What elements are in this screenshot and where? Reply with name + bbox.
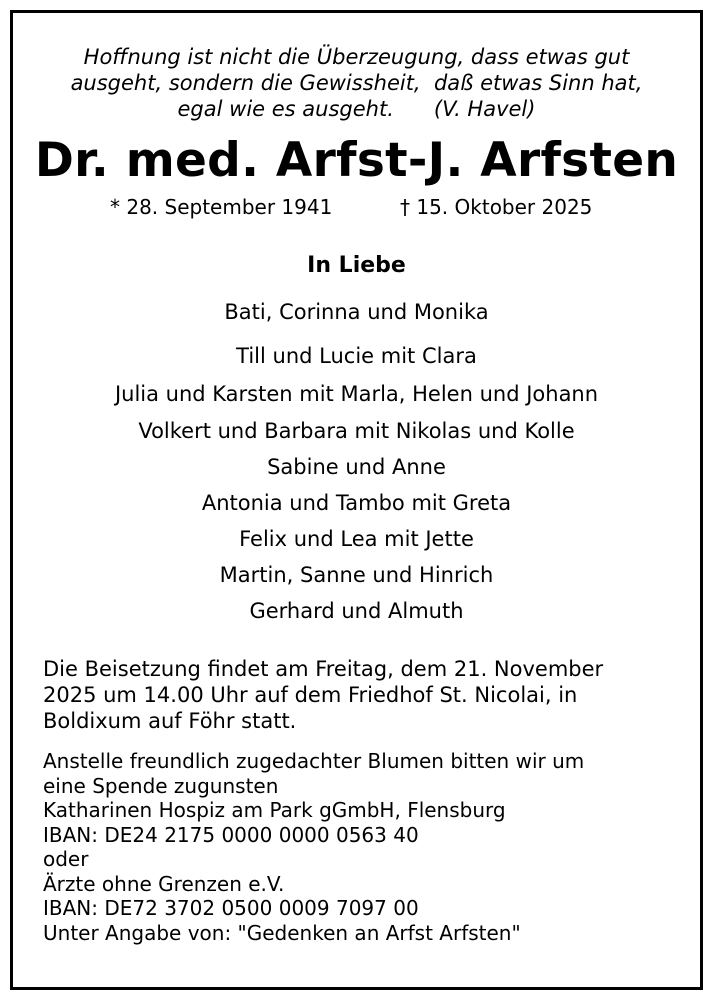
donation-line: Ärzte ohne Grenzen e.V. [43, 871, 285, 896]
donation-iban: IBAN: DE72 3702 0500 0009 7097 00 [43, 896, 419, 920]
donation-iban: IBAN: DE24 2175 0000 0000 0563 40 [43, 822, 419, 847]
quote-line: Hoffnung ist nicht die Überzeugung, dass etwas gut [83, 45, 630, 69]
funeral-line: Die Beisetzung findet am Freitag, dem 21. November [43, 657, 604, 681]
birth-date: * 28. September 1941 [110, 195, 333, 219]
mourner-line: Antonia und Tambo mit Greta [201, 491, 512, 515]
funeral-info [43, 656, 693, 734]
quote-block [0, 44, 713, 122]
funeral-line: 2025 um 14.00 Uhr auf dem Friedhof St. Nicolai, in [43, 683, 578, 707]
quote-line: egal wie es ausgeht. (V. Havel) [177, 97, 536, 121]
donation-line: Unter Angabe von: "Gedenken an Arfst Arfsten" [43, 920, 521, 945]
funeral-line: Boldixum auf Föhr statt. [43, 709, 297, 733]
death-date: † 15. Oktober 2025 [400, 195, 593, 219]
donation-info [43, 749, 693, 945]
mourner-line: Till und Lucie mit Clara [236, 344, 477, 368]
mourner-line: Gerhard und Almuth [249, 599, 464, 623]
donation-line: eine Spende zugunsten [43, 773, 279, 798]
quote-line: ausgeht, sondern die Gewissheit, daß etwas Sinn hat, [70, 71, 643, 95]
mourner-line: Bati, Corinna und Monika [224, 300, 489, 324]
mourner-line: Julia und Karsten mit Marla, Helen und Johann [114, 382, 599, 406]
mourner-line: Felix und Lea mit Jette [239, 527, 474, 551]
donation-line: Anstelle freundlich zugedachter Blumen bitten wir um [43, 749, 585, 773]
mourners-heading: In Liebe [307, 253, 406, 278]
donation-line: oder [43, 847, 89, 871]
mourner-line: Volkert und Barbara mit Nikolas und Kolle [138, 419, 575, 443]
deceased-name: Dr. med. Arfst-J. Arfsten [34, 133, 679, 188]
mourner-line: Martin, Sanne und Hinrich [219, 563, 494, 587]
donation-line: Katharinen Hospiz am Park gGmbH, Flensburg [43, 798, 506, 822]
mourner-line: Sabine und Anne [267, 455, 446, 479]
